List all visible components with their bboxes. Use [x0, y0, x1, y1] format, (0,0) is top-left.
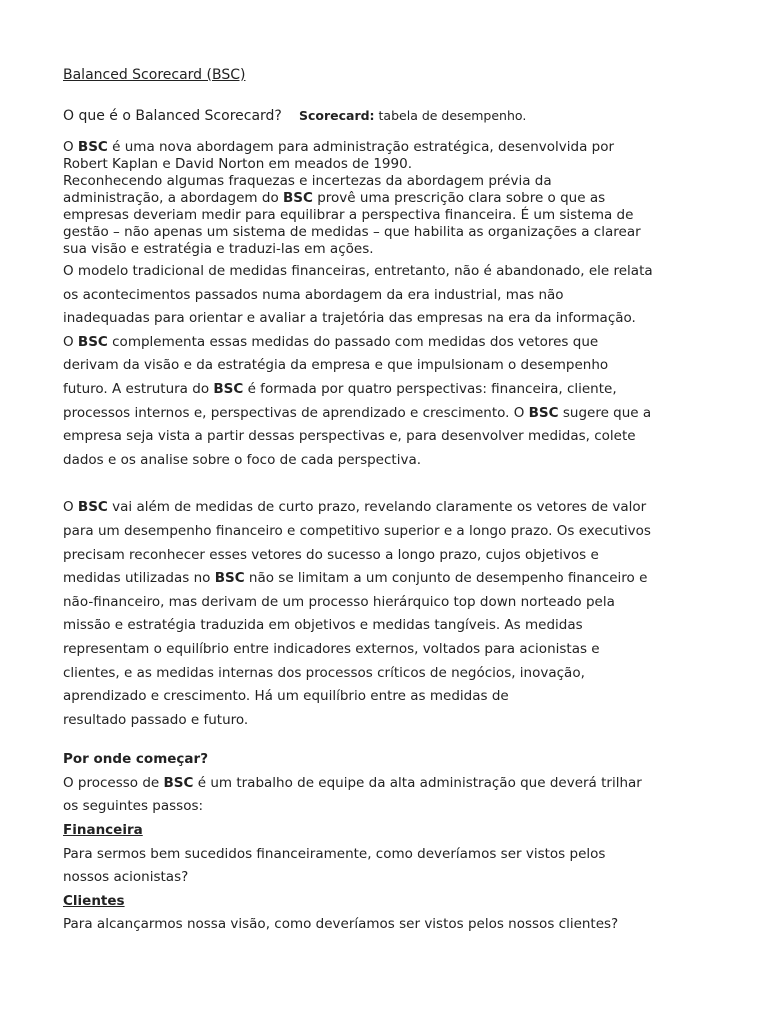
- text-line: representam o equilíbrio entre indicadores externos, voltados para acionistas e: [63, 640, 600, 657]
- text-line: sua visão e estratégia e traduzi-las em ações.: [63, 241, 374, 257]
- bsc-emphasis: BSC: [77, 139, 108, 155]
- text-line: precisam reconhecer esses vetores do sucesso a longo prazo, cujos objetivos e: [63, 546, 599, 563]
- text-line: derivam da visão e da estratégia da empresa e que impulsionam o desempenho: [63, 357, 609, 374]
- bsc-emphasis: BSC: [163, 774, 194, 791]
- text-line: O processo de BSC é um trabalho de equipe da alta administração que deverá trilhar: [63, 774, 642, 791]
- text-line: para um desempenho financeiro e competitivo superior e a longo prazo. Os executivos: [63, 522, 651, 539]
- text-line: Para alcançarmos nossa visão, como deveríamos ser vistos pelos nossos clientes?: [63, 916, 619, 933]
- text-line: dados e os analise sobre o foco de cada perspectiva.: [63, 451, 422, 468]
- text-line: não-financeiro, mas derivam de um processo hierárquico top down norteado pela: [63, 593, 615, 610]
- scorecard-definition-label: Scorecard:: [298, 108, 375, 123]
- text-line: missão e estratégia traduzida em objetivos e medidas tangíveis. As medidas: [63, 617, 583, 634]
- process-paragraph: [63, 772, 723, 819]
- text-line: Reconhecendo algumas fraquezas e incertezas da abordagem prévia da: [63, 173, 552, 189]
- text-line: O modelo tradicional de medidas financeiras, entretanto, não é abandonado, ele relata: [63, 263, 653, 279]
- document-title: Balanced Scorecard (BSC): [63, 67, 246, 83]
- where-to-start-heading: Por onde começar?: [63, 751, 209, 768]
- bsc-emphasis: BSC: [77, 499, 108, 516]
- what-is-bsc-question: O que é o Balanced Scorecard?: [63, 108, 282, 124]
- text-line: Robert Kaplan e David Norton em meados de 1990.: [63, 156, 412, 172]
- text-line: nossos acionistas?: [63, 869, 189, 886]
- text-line: inadequadas para orientar e avaliar a trajetória das empresas na era da informação.: [63, 310, 636, 327]
- text-line: aprendizado e crescimento. Há um equilíbrio entre as medidas de: [63, 688, 509, 705]
- financeira-heading: Financeira: [63, 822, 143, 839]
- clientes-text: [63, 913, 723, 937]
- text-line: processos internos e, perspectivas de aprendizado e crescimento. O BSC sugere que a: [63, 404, 652, 421]
- intro-paragraph: [63, 139, 723, 258]
- clientes-heading: Clientes: [63, 892, 125, 909]
- text-line: gestão – não apenas um sistema de medidas – que habilita as organizações a clarear: [63, 224, 641, 240]
- text-line: clientes, e as medidas internas dos processos críticos de negócios, inovação,: [63, 664, 585, 681]
- subtitle-row: [63, 106, 723, 125]
- bsc-beyond-paragraph: [63, 496, 723, 732]
- text-line: empresas deveriam medir para equilibrar a perspectiva financeira. É um sistema de: [63, 207, 634, 223]
- text-line: Para sermos bem sucedidos financeiramente, como deveríamos ser vistos pelos: [63, 845, 606, 862]
- text-line: medidas utilizadas no BSC não se limitam a um conjunto de desempenho financeiro e: [63, 570, 648, 587]
- bsc-emphasis: BSC: [213, 380, 244, 397]
- text-line: os seguintes passos:: [63, 798, 204, 815]
- bsc-emphasis: BSC: [283, 190, 313, 206]
- document-body: [63, 66, 723, 937]
- text-line: resultado passado e futuro.: [63, 711, 249, 728]
- scorecard-definition-text: tabela de desempenho.: [374, 108, 527, 123]
- text-line: O BSC complementa essas medidas do passado com medidas dos vetores que: [63, 333, 599, 350]
- traditional-measures-paragraph: [63, 260, 723, 472]
- bsc-emphasis: BSC: [214, 570, 245, 587]
- text-line: administração, a abordagem do BSC provê uma prescrição clara sobre o que as: [63, 190, 606, 206]
- text-line: os acontecimentos passados numa abordagem da era industrial, mas não: [63, 286, 564, 303]
- text-line: futuro. A estrutura do BSC é formada por quatro perspectivas: financeira, cliente,: [63, 380, 617, 397]
- text-line: O BSC é uma nova abordagem para administração estratégica, desenvolvida por: [63, 139, 615, 155]
- text-line: O BSC vai além de medidas de curto prazo, revelando claramente os vetores de valor: [63, 499, 647, 516]
- bsc-emphasis: BSC: [77, 333, 108, 350]
- text-line: empresa seja vista a partir dessas perspectivas e, para desenvolver medidas, colete: [63, 428, 636, 445]
- bsc-emphasis: BSC: [528, 404, 559, 421]
- financeira-text: [63, 843, 723, 890]
